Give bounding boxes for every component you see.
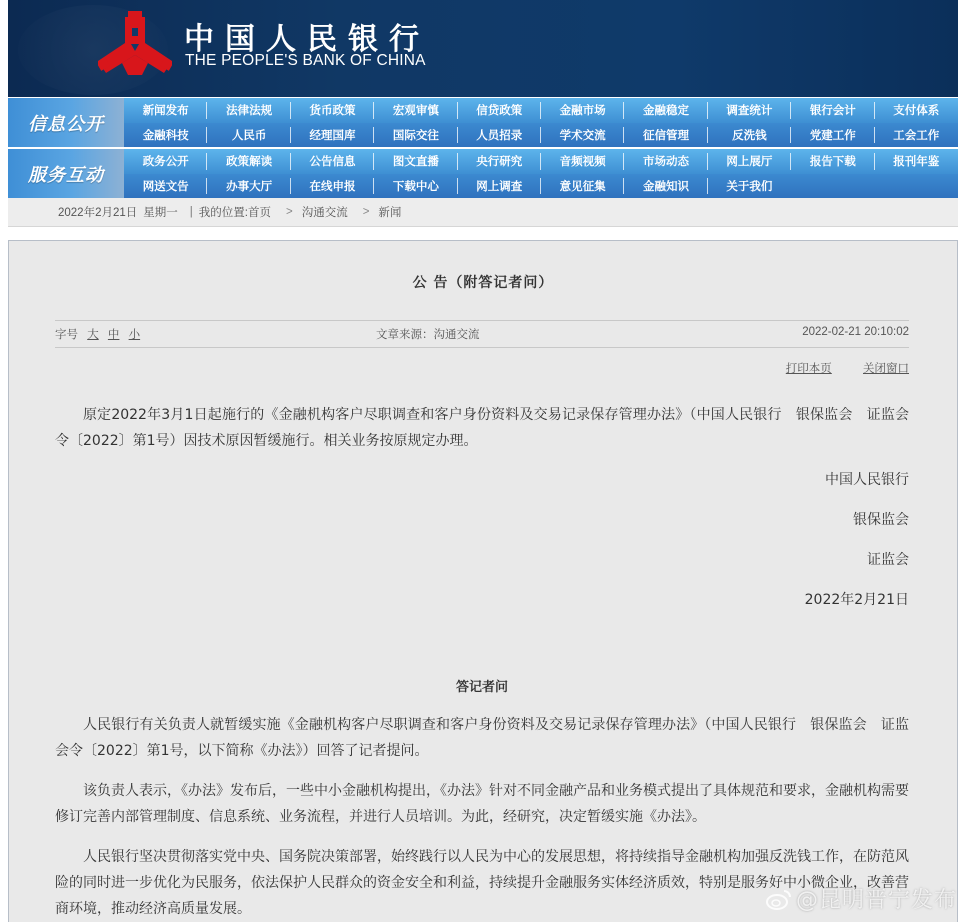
nav-item[interactable]: 央行研究 (458, 149, 541, 174)
weibo-icon (766, 888, 792, 910)
divider (55, 347, 909, 348)
close-window-link[interactable]: 关闭窗口 (863, 363, 909, 375)
nav-item[interactable]: 金融知识 (624, 174, 707, 199)
nav-item[interactable]: 调查统计 (708, 98, 791, 123)
article-tools (758, 360, 909, 376)
watermark-text: @昆明晋宁发布 (795, 888, 957, 913)
breadcrumb-communication[interactable]: 沟通交流 (301, 207, 348, 219)
qa-paragraph: 该负责人表示，《办法》发布后，一些中小金融机构提出，《办法》针对不同金融产品和业务模式提出了具体规范和要求，金融机构需要修订完善内部管理制度、信息系统、业务流程，并进行人员培训。为此，经研究，决定暂缓实施《办法》。 (55, 783, 909, 825)
nav-item[interactable]: 下载中心 (374, 174, 457, 199)
nav-item[interactable]: 党建工作 (791, 123, 874, 148)
breadcrumb-separator: > (285, 206, 293, 218)
signature-date: 2022年2月21日 (804, 592, 909, 608)
nav-item[interactable]: 支付体系 (893, 103, 940, 118)
nav-item[interactable]: 办事大厅 (207, 174, 290, 199)
nav-item[interactable]: 新闻发布 (124, 98, 207, 123)
nav-item[interactable]: 人员招录 (458, 123, 541, 148)
signature-pboc: 中国人民银行 (825, 472, 909, 488)
nav-item[interactable]: 网送文告 (124, 174, 207, 199)
nav-item[interactable]: 公告信息 (291, 149, 374, 174)
nav-item[interactable]: 信贷政策 (458, 98, 541, 123)
nav-item[interactable]: 工会工作 (893, 127, 940, 142)
weibo-watermark (766, 883, 957, 914)
nav-item[interactable]: 网上调查 (458, 174, 541, 199)
announcement-paragraph: 原定2022年3月1日起施行的《金融机构客户尽职调查和客户身份资料及交易记录保存管理办法》（中国人民银行 银保监会 证监会令〔2022〕第1号）因技术原因暂缓施行。相关业务按原规定办理。 (55, 407, 909, 449)
nav-item[interactable]: 人民币 (207, 123, 290, 148)
font-size-medium-link[interactable]: 中 (107, 329, 120, 341)
nav-item[interactable]: 图文直播 (374, 149, 457, 174)
logo-english-name: THE PEOPLE'S BANK OF CHINA (185, 52, 426, 69)
nav-section-service (8, 149, 958, 198)
nav-section-label: 服务互动 (8, 149, 124, 198)
pboc-emblem-icon (98, 11, 172, 75)
nav-item[interactable]: 征信管理 (624, 123, 707, 148)
site-header (8, 0, 958, 97)
breadcrumb (8, 198, 958, 227)
nav-item[interactable]: 学术交流 (541, 123, 624, 148)
article-container (8, 240, 958, 922)
divider (55, 320, 909, 321)
article-source: 文章来源：沟通交流 (376, 329, 480, 341)
qa-section (55, 675, 909, 701)
logo-chinese-name: 中国人民银行 (184, 22, 430, 57)
nav-item[interactable]: 政策解读 (207, 149, 290, 174)
nav-item[interactable]: 意见征集 (541, 174, 624, 199)
font-size-small-link[interactable]: 小 (128, 329, 141, 341)
qa-heading: 答记者问 (455, 680, 508, 695)
nav-item[interactable]: 国际交往 (374, 123, 457, 148)
nav-empty-cell (791, 174, 874, 199)
location-label: 我的位置: (198, 207, 248, 219)
nav-item[interactable]: 市场动态 (624, 149, 707, 174)
signature-csrc: 证监会 (867, 552, 909, 568)
nav-item[interactable]: 音频视频 (541, 149, 624, 174)
font-size-label: 字号 (55, 329, 78, 341)
breadcrumb-separator: > (362, 206, 370, 218)
nav-section-info (8, 98, 958, 147)
nav-item[interactable]: 报告下载 (791, 149, 874, 174)
nav-item[interactable]: 法律法规 (207, 98, 290, 123)
nav-item[interactable]: 宏观审慎 (374, 98, 457, 123)
nav-item[interactable]: 金融稳定 (624, 98, 707, 123)
article-body (55, 402, 909, 468)
nav-item[interactable]: 反洗钱 (708, 123, 791, 148)
nav-item[interactable]: 金融市场 (541, 98, 624, 123)
breadcrumb-news[interactable]: 新闻 (378, 207, 402, 219)
current-date: 2022年2月21日 (58, 207, 138, 219)
breadcrumb-home[interactable]: 首页 (247, 207, 271, 219)
nav-item[interactable]: 关于我们 (726, 178, 773, 193)
font-size-control (55, 326, 140, 342)
article-title: 公 告（附答记者问） (412, 275, 554, 291)
nav-item[interactable]: 银行会计 (791, 98, 874, 123)
nav-item[interactable]: 网上展厅 (708, 149, 791, 174)
nav-empty-cell (875, 174, 958, 199)
current-weekday: 星期一 (143, 207, 178, 219)
signature-cbirc: 银保监会 (853, 512, 909, 528)
font-size-large-link[interactable]: 大 (87, 329, 99, 341)
nav-item[interactable]: 报刊年鉴 (893, 154, 940, 169)
nav-section-label: 信息公开 (8, 98, 124, 147)
nav-item[interactable]: 货币政策 (291, 98, 374, 123)
article-timestamp: 2022-02-21 20:10:02 (802, 326, 909, 338)
signature-block (55, 460, 909, 620)
nav-item[interactable]: 政务公开 (124, 149, 207, 174)
nav-item[interactable]: 在线申报 (291, 174, 374, 199)
print-page-link[interactable]: 打印本页 (785, 363, 832, 375)
article-meta (55, 326, 909, 344)
breadcrumb-divider: | (189, 206, 193, 218)
nav-item[interactable]: 金融科技 (124, 123, 207, 148)
qa-paragraph: 人民银行坚决贯彻落实党中央、国务院决策部署，始终践行以人民为中心的发展思想，将持续指导金融机构加强反洗钱工作，在防范风险的同时进一步优化为民服务，依法保护人民群众的资金安全和利益，持续提升金融服务实体经济质效，特别是服务好中小微企业，改善营商环境，推动经济高质量发展。 (55, 849, 909, 917)
nav-item[interactable]: 经理国库 (291, 123, 374, 148)
qa-paragraph: 人民银行有关负责人就暂缓实施《金融机构客户尽职调查和客户身份资料及交易记录保存管理办法》（中国人民银行 银保监会 证监会令〔2022〕第1号，以下简称《办法》）回答了记者提问。 (55, 717, 909, 759)
